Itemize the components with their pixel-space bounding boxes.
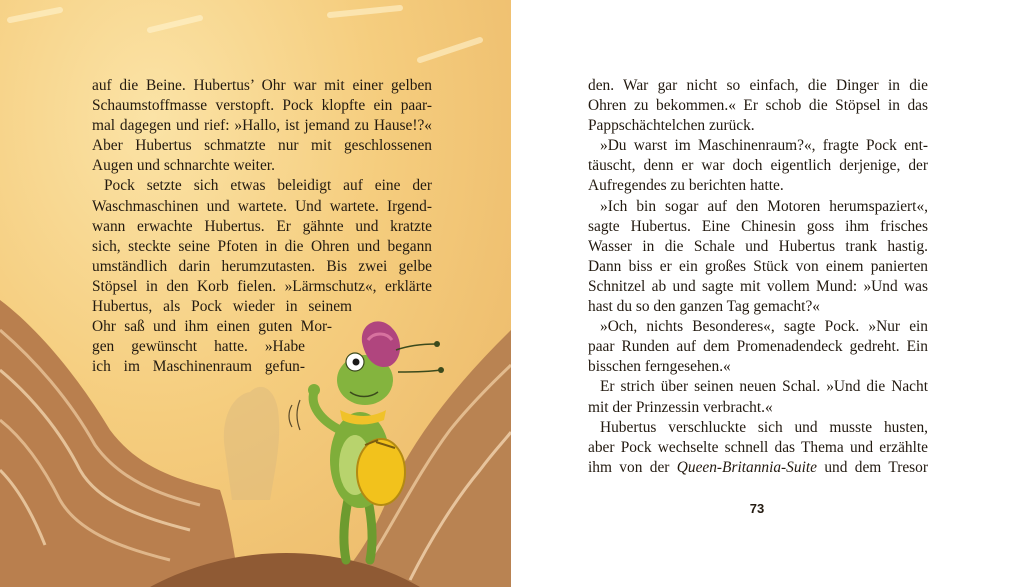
text-line-last	[588, 458, 928, 478]
text-line: paar Runden auf dem Promenadendeck gedreht. Ein	[588, 338, 928, 356]
left-page-text	[92, 76, 432, 377]
text-line: Dann biss er ein großes Stück von einem panierten	[588, 257, 928, 275]
text-line: Schaumstoffmasse verstopft. Pock klopfte ein paar-	[92, 97, 432, 115]
text-line: Augen und schnarchte weiter.	[92, 157, 275, 175]
text-line: sich, steckte seine Pfoten in die Ohren und begann	[92, 237, 432, 255]
text-line: Schnitzel ab und sagte mit vollem Mund: »Und was	[588, 277, 928, 295]
text-segment: ihm von der	[588, 458, 677, 476]
text-line: Ohr saß und ihm einen guten Mor-	[92, 318, 332, 336]
text-line: Stöpsel in den Korb fielen. »Lärmschutz«, erklärte	[92, 277, 432, 295]
text-line: Hubertus, als Pock wieder in seinem	[92, 298, 352, 316]
text-line: Hubertus verschluckte sich und musste husten,	[600, 418, 928, 436]
text-line: »Och, nichts Besonderes«, sagte Pock. »Nur ein	[600, 318, 928, 336]
text-line: Waschmaschinen und wartete. Und wartete. Irgend-	[92, 197, 432, 215]
text-line: »Du warst im Maschinenraum?«, fragte Pock ent-	[600, 137, 928, 155]
text-line: mit der Prinzessin verbracht.«	[588, 398, 773, 416]
text-segment: und dem Tresor	[816, 458, 928, 476]
right-page-text	[588, 76, 928, 478]
text-line: Ohren zu bekommen.« Er schob die Stöpsel in das	[588, 97, 928, 115]
text-line: täuscht, denn er war doch eigentlich derjenige, der	[588, 157, 928, 175]
text-line: Er strich über seinen neuen Schal. »Und die Nacht	[600, 378, 928, 396]
text-line: Aufregendes zu berichten hatte.	[588, 177, 784, 195]
text-line: umständlich darin herumzutasten. Bis zwei gelbe	[92, 257, 432, 275]
text-line: auf die Beine. Hubertus’ Ohr war mit einer gelben	[92, 77, 432, 94]
text-line: ich im Maschinenraum gefun-	[92, 358, 305, 376]
text-line: Pappschächtelchen zurück.	[588, 117, 755, 135]
book-title-italic: Queen-Britannia-Suite	[676, 458, 817, 476]
text-line: den. War gar nicht so einfach, die Dinger in die	[588, 77, 928, 94]
text-line: »Ich bin sogar auf den Motoren herumspaziert«,	[600, 197, 928, 215]
text-line: bisschen ferngesehen.«	[588, 358, 731, 376]
text-line: hast du so den ganzen Tag gemacht?«	[588, 298, 820, 316]
text-line: sagte Hubertus. Eine Chinesin goss ihm frisches	[588, 217, 928, 235]
page-number: 73	[749, 501, 765, 516]
text-line: Wasser in die Schale und Hubertus trank hastig.	[588, 237, 928, 255]
text-line: Aber Hubertus schmatzte nur mit geschlossenen	[92, 137, 432, 155]
text-line: aber Pock wechselte schnell das Thema und erzählte	[588, 438, 928, 456]
text-line: mal dagegen und rief: »Hallo, ist jemand zu Hause!?«	[92, 117, 432, 135]
text-line: gen gewünscht hatte. »Habe	[92, 338, 305, 356]
text-line: Pock setzte sich etwas beleidigt auf eine der	[104, 177, 432, 195]
text-line: wann erwachte Hubertus. Er gähnte und kratzte	[92, 217, 432, 235]
